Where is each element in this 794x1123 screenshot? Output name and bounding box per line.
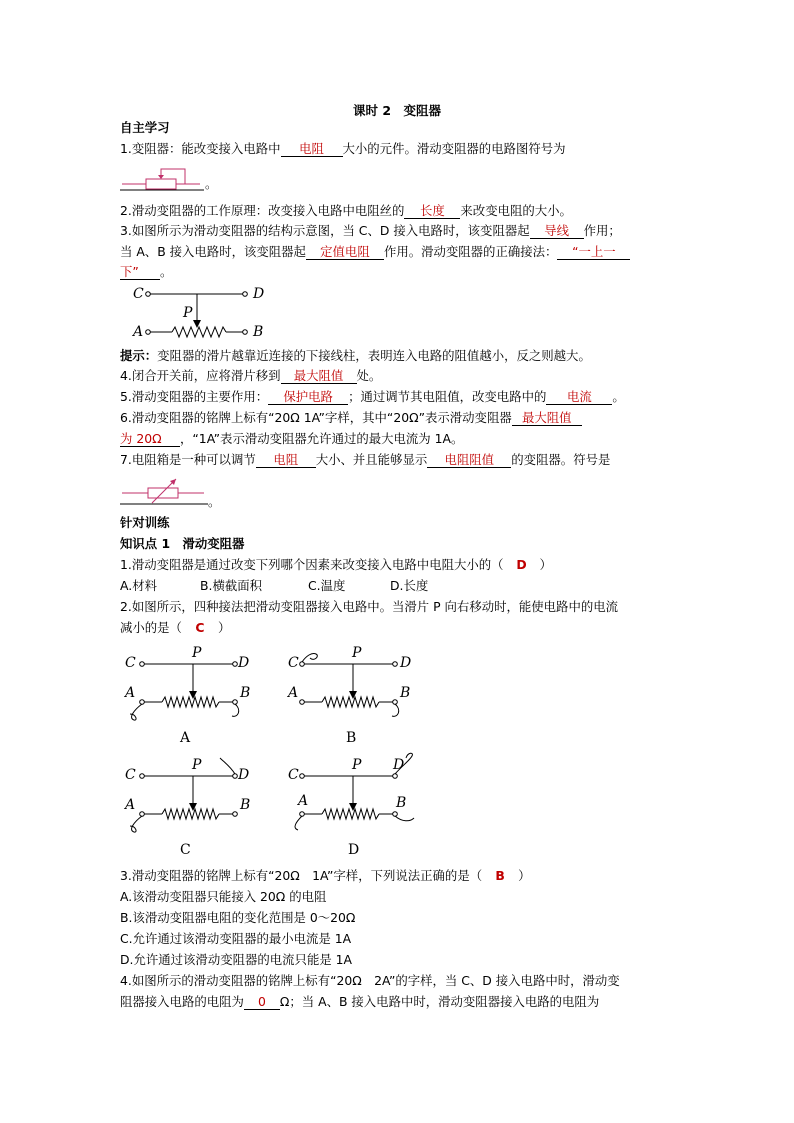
diag-c-label-b: B bbox=[240, 797, 251, 813]
resistance-box-symbol-icon bbox=[120, 475, 210, 505]
question-1-end: 。 bbox=[205, 176, 218, 191]
question-6-line-1: 6.滑动变阻器的铭牌上标有“20Ω 1A”字样，其中“20Ω”表示滑动变阻器 最大阻值 bbox=[120, 410, 582, 426]
question-4: 4.闭合开关前，应将滑片移到 最大阻值 处。 bbox=[120, 368, 382, 383]
practice-2-line-1: 2.如图所示，四种接法把滑动变阻器接入电路中。当滑片 P 向右移动时，能使电路中的电流 bbox=[120, 599, 619, 614]
diag-b-label-d: D bbox=[400, 655, 412, 671]
diag-c-label-c: C bbox=[125, 767, 136, 783]
answer-blank[interactable]: 0 bbox=[244, 995, 280, 1010]
page-title: 课时 2 变阻器 bbox=[352, 103, 442, 118]
question-7: 7.电阻箱是一种可以调节 电阻 大小、并且能够显示 电阻阻值 的变阻器。符号是 bbox=[120, 452, 611, 467]
diag-d-label-b: B bbox=[396, 795, 407, 811]
diag-a-label-p: P bbox=[192, 645, 202, 661]
answer-choice[interactable]: B bbox=[495, 868, 505, 883]
rheostat-structure-diagram bbox=[130, 285, 270, 345]
diag-b-label-p: P bbox=[352, 645, 362, 661]
practice-1: 1.滑动变阻器是通过改变下列哪个因素来改变接入电路中电阻大小的（ D ） bbox=[120, 557, 552, 572]
question-3-line-2: 当 A、B 接入电路时，该变阻器起 定值电阻 作用。滑动变阻器的正确接法： “一上一 bbox=[120, 244, 630, 260]
fig-label-b: B bbox=[253, 324, 264, 340]
option-b[interactable]: B.横截面积 bbox=[200, 578, 263, 593]
practice-3-option-b[interactable]: B.该滑动变阻器电阻的变化范围是 0～20Ω bbox=[120, 910, 356, 925]
practice-4-line-1: 4.如图所示的滑动变阻器的铭牌上标有“20Ω 2A”的字样，当 C、D 接入电路中时，滑动变 bbox=[120, 973, 620, 988]
diag-d-label-c: C bbox=[288, 767, 299, 783]
answer-blank[interactable]: 长度 bbox=[404, 204, 460, 219]
practice-1-options bbox=[120, 578, 428, 594]
knowledge-point-1: 知识点 1 滑动变阻器 bbox=[120, 536, 245, 551]
answer-blank[interactable]: 定值电阻 bbox=[306, 245, 384, 260]
rheostat-symbol-icon bbox=[120, 163, 205, 191]
answer-blank[interactable]: 电阻 bbox=[256, 453, 316, 468]
practice-3: 3.滑动变阻器的铭牌上标有“20Ω 1A”字样，下列说法正确的是（ B ） bbox=[120, 868, 531, 883]
tip: 提示：变阻器的滑片越靠近连接的下接线柱，表明连入电路的阻值越小，反之则越大。 bbox=[120, 348, 591, 363]
option-d[interactable]: D.长度 bbox=[390, 578, 429, 593]
fig-label-a: A bbox=[133, 324, 144, 340]
answer-choice[interactable]: D bbox=[516, 557, 527, 572]
practice-2-line-2: 减小的是（ C ） bbox=[120, 620, 231, 635]
diag-a-label-b: B bbox=[240, 685, 251, 701]
diag-d-label-p: P bbox=[352, 757, 362, 773]
diagram-caption-b: B bbox=[346, 730, 357, 746]
practice-4-line-2: 阻器接入电路的电阻为 0 Ω；当 A、B 接入电路中时，滑动变阻器接入电路的电阻为 bbox=[120, 994, 600, 1009]
answer-blank[interactable]: 电流 bbox=[546, 390, 612, 405]
diag-a-label-c: C bbox=[125, 655, 136, 671]
option-c[interactable]: C.温度 bbox=[308, 578, 346, 593]
question-3-line-3: 下” 。 bbox=[120, 264, 173, 279]
answer-blank[interactable]: 电阻阻值 bbox=[427, 453, 511, 468]
answer-blank[interactable]: 导线 bbox=[530, 224, 584, 239]
diag-a-label-a: A bbox=[125, 685, 136, 701]
diag-b-label-c: C bbox=[288, 655, 299, 671]
diagram-caption-a: A bbox=[180, 730, 191, 746]
diag-c-label-d: D bbox=[238, 767, 250, 783]
answer-blank[interactable]: 最大阻值 bbox=[512, 411, 582, 426]
four-connection-diagrams bbox=[120, 640, 430, 850]
answer-choice[interactable]: C bbox=[195, 620, 205, 635]
question-6-line-2: 为 20Ω ，“1A”表示滑动变阻器允许通过的最大电流为 1A。 bbox=[120, 431, 464, 446]
diag-b-label-b: B bbox=[400, 685, 411, 701]
diag-b-label-a: A bbox=[288, 685, 299, 701]
question-2: 2.滑动变阻器的工作原理：改变接入电路中电阻丝的 长度 来改变电阻的大小。 bbox=[120, 203, 572, 218]
section-heading-self-study: 自主学习 bbox=[120, 120, 170, 135]
answer-blank[interactable]: 最大阻值 bbox=[281, 369, 357, 384]
question-3-line-1: 3.如图所示为滑动变阻器的结构示意图，当 C、D 接入电路时，该变阻器起 导线 作用； bbox=[120, 223, 621, 238]
diag-d-label-d: D bbox=[393, 757, 405, 773]
diag-c-label-p: P bbox=[192, 757, 202, 773]
question-5: 5.滑动变阻器的主要作用： 保护电路 ；通过调节其电阻值，改变电路中的 电流 。 bbox=[120, 389, 625, 404]
answer-blank[interactable]: 电阻 bbox=[281, 142, 343, 157]
fig-label-c: C bbox=[133, 286, 144, 302]
answer-blank[interactable]: 保护电路 bbox=[268, 390, 348, 405]
diag-a-label-d: D bbox=[238, 655, 250, 671]
fig-label-p: P bbox=[183, 305, 193, 321]
answer-blank[interactable]: “一上一 bbox=[557, 245, 630, 260]
diagram-caption-d: D bbox=[348, 842, 360, 858]
practice-3-option-d[interactable]: D.允许通过该滑动变阻器的电流只能是 1A bbox=[120, 952, 353, 967]
practice-3-option-a[interactable]: A.该滑动变阻器只能接入 20Ω 的电阻 bbox=[120, 889, 327, 904]
fig-label-d: D bbox=[253, 286, 265, 302]
practice-3-option-c[interactable]: C.允许通过该滑动变阻器的最小电流是 1A bbox=[120, 931, 352, 946]
diagram-caption-c: C bbox=[180, 842, 191, 858]
question-1: 1.变阻器：能改变接入电路中 电阻 大小的元件。滑动变阻器的电路图符号为 bbox=[120, 141, 566, 156]
option-a[interactable]: A.材料 bbox=[120, 578, 157, 593]
diag-d-label-a: A bbox=[298, 793, 309, 809]
section-heading-practice: 针对训练 bbox=[120, 515, 170, 530]
question-7-end: 。 bbox=[208, 494, 221, 509]
diag-c-label-a: A bbox=[125, 797, 136, 813]
